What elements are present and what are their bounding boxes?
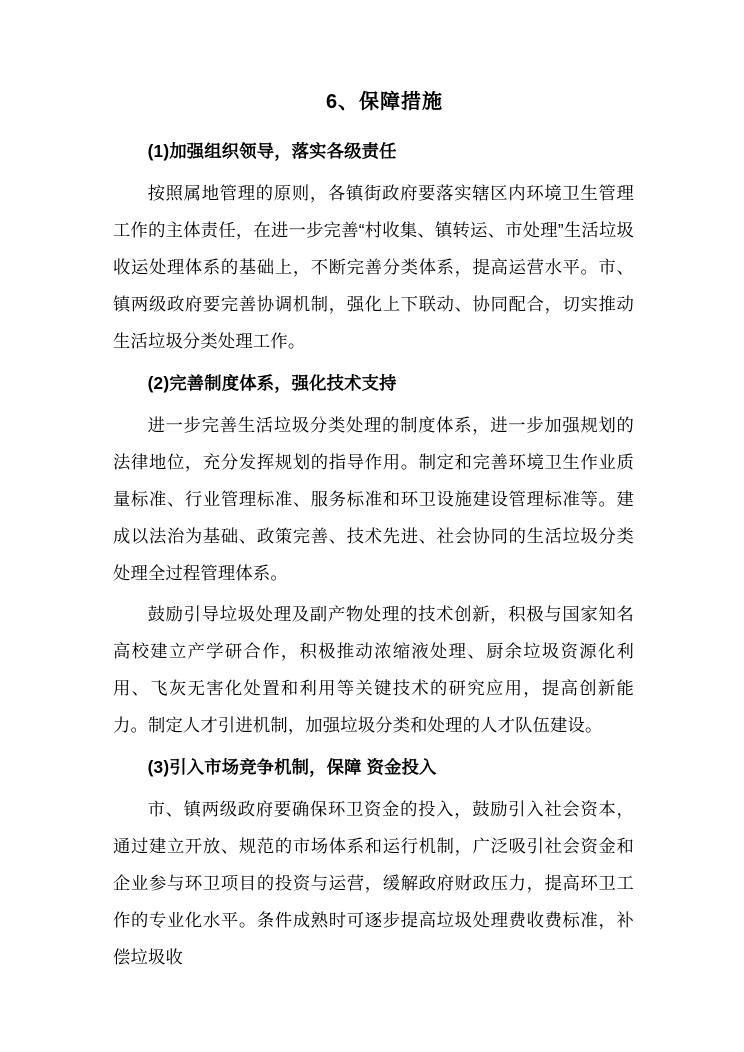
document-title: 6、保障措施: [325, 91, 444, 113]
document-content: [113, 0, 634, 980]
section-2-paragraph-1: 进一步完善生活垃圾分类处理的制度体系，进一步加强规划的法律地位，充分发挥规划的指导作用。制定和完善环境卫生作业质量标准、行业管理标准、服务标准和环卫设施建设管理标准等。建成以法治为基础、政策完善、技术先进、社会协同的生活垃圾分类处理全过程管理体系。: [113, 415, 634, 583]
section-3-heading: (3)引入市场竞争机制，保障 资金投入: [147, 757, 437, 777]
section-1-paragraph-1: 按照属地管理的原则，各镇街政府要落实辖区内环境卫生管理工作的主体责任，在进一步完善“村收集、镇转运、市处理”生活垃圾收运处理体系的基础上，不断完善分类体系，提高运营水平。市、镇两级政府要完善协调机制，强化上下联动、协同配合，切实推动生活垃圾分类处理工作。: [113, 183, 634, 351]
section-3-paragraph-1: 市、镇两级政府要确保环卫资金的投入，鼓励引入社会资本，通过建立开放、规范的市场体系和运行机制，广泛吸引社会资金和企业参与环卫项目的投资与运营，缓解政府财政压力，提高环卫工作的专业化水平。条件成熟时可逐步提高垃圾处理费收费标准，补偿垃圾收: [113, 799, 634, 967]
section-1-heading: (1)加强组织领导，落实各级责任: [147, 141, 397, 161]
section-2-heading: (2)完善制度体系，强化技术支持: [147, 373, 397, 393]
section-2-paragraph-2: 鼓励引导垃圾处理及副产物处理的技术创新，积极与国家知名高校建立产学研合作，积极推动浓缩液处理、厨余垃圾资源化利用、飞灰无害化处置和利用等关键技术的研究应用，提高创新能力。制定人才引进机制，加强垃圾分类和处理的人才队伍建设。: [113, 604, 634, 735]
